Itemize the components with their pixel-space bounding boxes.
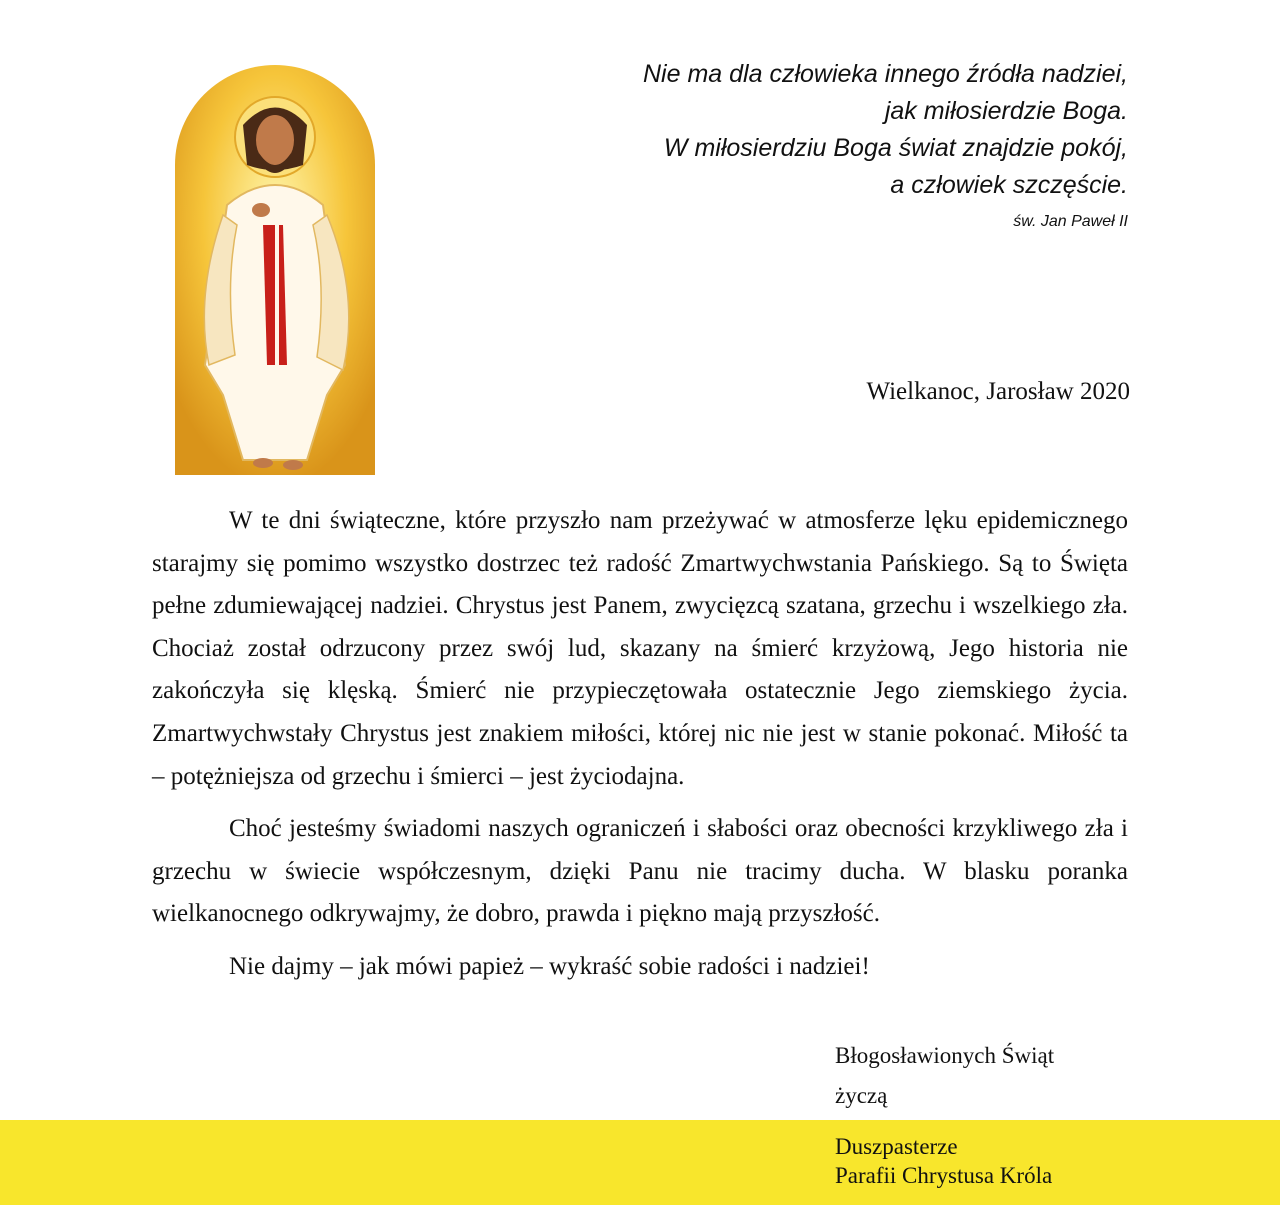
- right-foot: [283, 460, 303, 470]
- paragraph: Nie dajmy – jak mówi papież – wykraść sobie radości i nadziei!: [229, 952, 870, 980]
- quote-block: [488, 56, 1128, 234]
- dateline: Wielkanoc, Jarosław 2020: [866, 378, 1130, 405]
- quote-line: W miłosierdziu Boga świat znajdzie pokój,: [663, 134, 1128, 162]
- signature: [835, 1132, 1052, 1190]
- quote-line: a człowiek szczęście.: [890, 171, 1128, 199]
- letter-body: [152, 500, 1128, 989]
- left-foot: [253, 458, 273, 468]
- quote-author: św. Jan Paweł II: [1013, 213, 1128, 230]
- paragraph: Choć jesteśmy świadomi naszych ograniczeń i słabości oraz obecności krzykliwego zła i grzechu w świecie współczesnym, dzięki Panu nie tracimy ducha. W blasku poranka wielkanocnego odkrywajmy, że dobro, prawda i piękno mają przyszłość.: [152, 815, 1128, 928]
- hand: [252, 203, 270, 217]
- footer-band: [0, 1120, 1280, 1205]
- quote-line: jak miłosierdzie Boga.: [884, 97, 1128, 125]
- signature-line: Duszpasterze: [835, 1134, 958, 1159]
- greeting: [835, 1036, 1054, 1116]
- greeting-line: życzą: [835, 1083, 888, 1108]
- quote-line: Nie ma dla człowieka innego źródła nadziei,: [643, 60, 1128, 88]
- paragraph: W te dni świąteczne, które przyszło nam przeżywać w atmosferze lęku epidemicznego starajmy się pomimo wszystko dostrzec też radość Zmartwychwstania Pańskiego. Są to Święta pełne zdumiewającej nadziei. Chrystus jest Panem, zwycięzcą szatana, grzechu i wszelkiego zła. Chociaż został odrzucony przez swój lud, skazany na śmierć krzyżową, Jego historia nie zakończyła się klęską. Śmierć nie przypieczętowała ostatecznie Jego ziemskiego życia. Zmartwychwstały Chrystus jest znakiem miłości, której nic nie jest w stanie pokonać. Miłość ta – potężniejsza od grzechu i śmierci – jest życiodajna.: [152, 507, 1128, 790]
- risen-christ-icon: [175, 65, 375, 475]
- signature-line: Parafii Chrystusa Króla: [835, 1163, 1053, 1188]
- risen-christ-icon-image: [175, 65, 375, 475]
- greeting-line: Błogosławionych Świąt: [835, 1043, 1055, 1068]
